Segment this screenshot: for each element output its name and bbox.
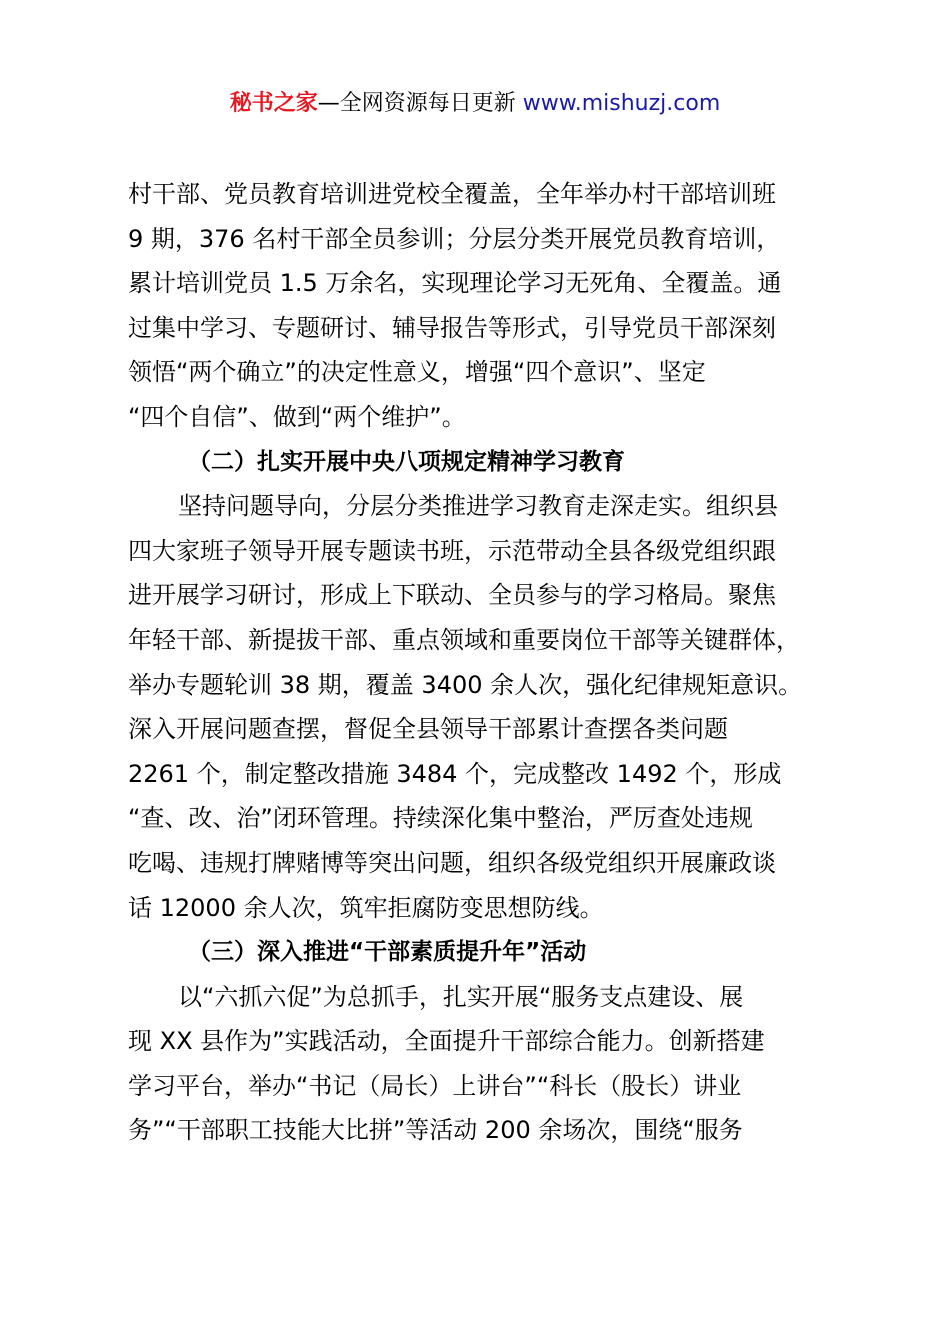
document-body (128, 172, 834, 1153)
text-line: 9 期，376 名村干部全员参训；分层分类开展党员教育培训， (128, 224, 781, 253)
text-line: 2261 个，制定整改措施 3484 个，完成整改 1492 个，形成 (128, 759, 782, 788)
text-line: 吃喝、违规打牌赌博等突出问题，组织各级党组织开展廉政谈 (128, 848, 776, 877)
text-line: 领悟“两个确立”的决定性意义，增强“四个意识”、坚定 (128, 358, 706, 387)
text-line: 举办专题轮训 38 期，覆盖 3400 余人次，强化纪律规矩意识。 (128, 670, 803, 699)
text-line: 现 XX 县作为”实践活动，全面提升干部综合能力。创新搭建 (128, 1027, 765, 1056)
text-line: 务”“干部职工技能大比拼”等活动 200 余场次，围绕“服务 (128, 1116, 743, 1145)
paragraph-start: 坚持问题导向，分层分类推进学习教育走深走实。组织县 (178, 492, 778, 521)
text-line: 学习平台，举办“书记（局长）上讲台”“科长（股长）讲业 (128, 1071, 742, 1100)
page-header (0, 88, 950, 120)
text-line: “四个自信”、做到“两个维护”。 (128, 402, 466, 431)
section-heading-2: （二）扎实开展中央八项规定精神学习教育 (188, 448, 625, 475)
text-line: 累计培训党员 1.5 万余名，实现理论学习无死角、全覆盖。通 (128, 269, 782, 298)
text-line: 进开展学习研讨，形成上下联动、全员参与的学习格局。聚焦 (128, 581, 776, 610)
header-slogan: —全网资源每日更新 (317, 91, 523, 116)
paragraph-start: 以“六抓六促”为总抓手，扎实开展“服务支点建设、展 (178, 982, 744, 1011)
text-line: 深入开展问题查摆，督促全县领导干部累计查摆各类问题 (128, 715, 728, 744)
text-line: “查、改、治”闭环管理。持续深化集中整治，严厉查处违规 (128, 804, 753, 833)
brand-name: 秘书之家 (229, 91, 318, 116)
section-heading-3: （三）深入推进“干部素质提升年”活动 (188, 939, 587, 966)
text-line: 村干部、党员教育培训进党校全覆盖，全年举办村干部培训班 (128, 180, 776, 208)
text-line: 过集中学习、专题研讨、辅导报告等形式，引导党员干部深刻 (128, 313, 776, 342)
text-line: 话 12000 余人次，筑牢拒腐防变思想防线。 (128, 893, 604, 922)
text-line: 四大家班子领导开展专题读书班，示范带动全县各级党组织跟 (128, 536, 776, 565)
text-line: 年轻干部、新提拔干部、重点领域和重要岗位干部等关键群体， (128, 625, 800, 654)
website-link[interactable]: www.mishuzj.com (522, 91, 721, 116)
